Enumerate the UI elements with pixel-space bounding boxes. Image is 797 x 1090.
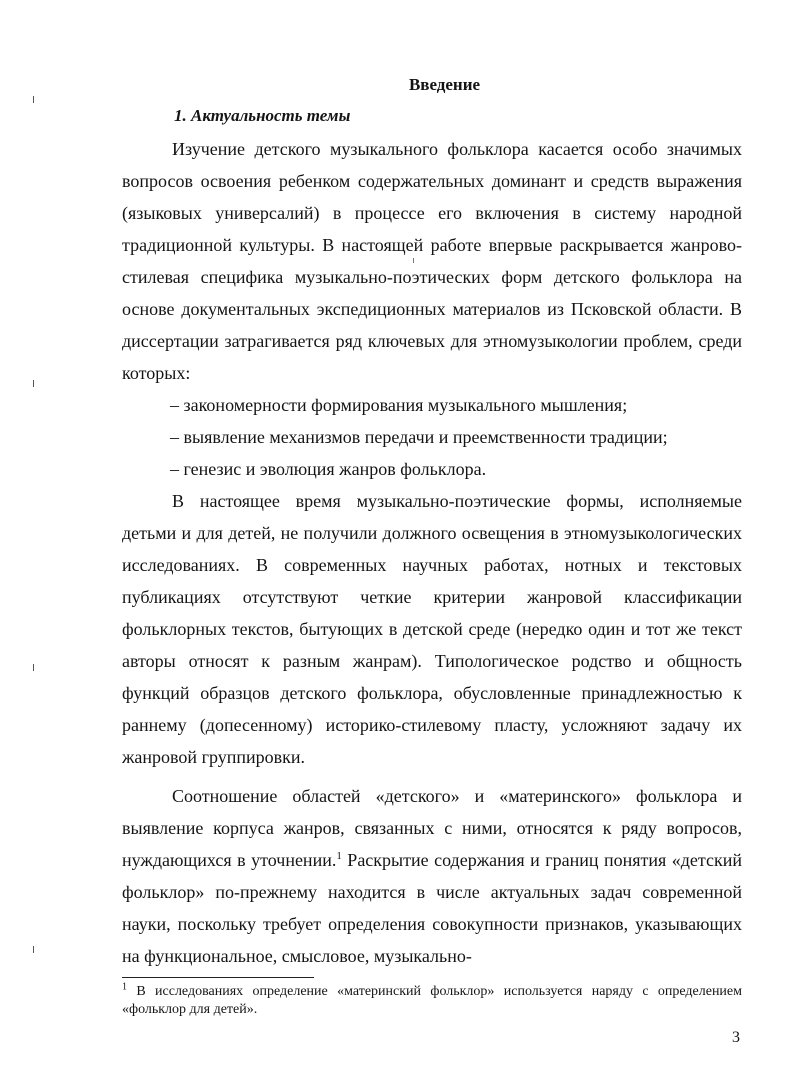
- paragraph-3: [122, 780, 742, 972]
- page-heading: Введение: [408, 75, 481, 94]
- list-item-3: – генезис и эволюция жанров фольклора.: [170, 459, 487, 479]
- footnote-text: В исследованиях определение «материнский фольклор» используется наряду с определением «фольклор для детей».: [122, 984, 742, 1017]
- list-item-2: – выявление механизмов передачи и преемственности традиции;: [170, 427, 668, 447]
- footnote: [122, 983, 742, 1019]
- scan-edge-mark: [33, 664, 34, 671]
- footnote-divider: [122, 977, 314, 978]
- paragraph-1: Изучение детского музыкального фольклора касается особо значимых вопросов освоения ребенком содержательных доминант и средств выражения (языковых универсалий) в процессе его включения в систему народной традиционной культуры. В настоящей работе впервые раскрывается жанрово-стилевая специфика музыкально-поэтических форм детского фольклора на основе документальных экспедиционных материалов из Псковской области. В диссертации затрагивается ряд ключевых для этномузыкологии проблем, среди которых:: [122, 139, 742, 383]
- section-subheading: 1. Актуальность темы: [174, 106, 351, 125]
- footnote-reference: 1: [336, 850, 342, 862]
- paragraph-2: В настоящее время музыкально-поэтические формы, исполняемые детьми и для детей, не получили должного освещения в этномузыкологических исследованиях. В современных научных работах, нотных и текстовых публикациях отсутствуют четкие критерии жанровой классификации фольклорных текстов, бытующих в детской среде (нередко один и тот же текст авторы относят к разным жанрам). Типологическое родство и общность функций образцов детского фольклора, обусловленные принадлежностью к раннему (допесенному) историко-стилевому пласту, усложняют задачу их жанровой группировки.: [122, 491, 742, 767]
- scan-edge-mark: [33, 380, 34, 387]
- paragraph-3-part-1: Соотношение областей «детского» и «материнского» фольклора и выявление корпуса жанров, связанных с ними, относятся к ряду вопросов, нуждающихся в уточнении.: [122, 786, 742, 870]
- scan-edge-mark: [33, 96, 34, 103]
- scan-edge-mark: [33, 946, 34, 953]
- paragraph-3-part-2: Раскрытие содержания и границ понятия «детский фольклор» по-прежнему находится в числе актуальных задач современной науки, поскольку требует определения совокупности признаков, указывающих на функциональное, смысловое, музыкально-: [122, 850, 742, 966]
- footnote-number: 1: [122, 981, 127, 993]
- main-text: [122, 133, 742, 972]
- page-number: 3: [732, 1029, 740, 1046]
- list-item-1: – закономерности формирования музыкального мышления;: [170, 395, 628, 415]
